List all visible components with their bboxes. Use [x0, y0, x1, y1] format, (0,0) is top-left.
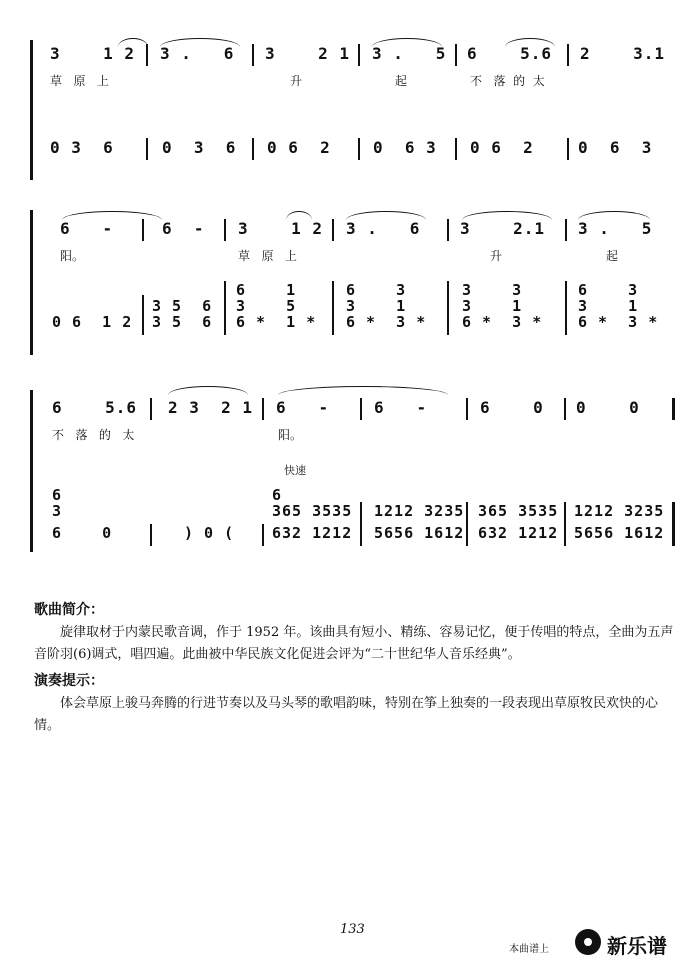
- final-barline: [672, 502, 675, 546]
- accomp-measure: 6 * 3 *: [578, 313, 659, 331]
- barline: [332, 281, 334, 335]
- accomp-measure: 0 6 1 2: [52, 313, 133, 331]
- accomp-measure: 632 1212: [478, 524, 559, 542]
- intro-text: 旋律取材于内蒙民歌音调，作于 1952 年。该曲具有短小、精练、容易记忆，便于传唱的特点，全曲为五声音阶羽(6)调式，唱四遍。此曲被中华民族文化促进会评为“二十世纪华人音乐经典”。: [34, 625, 674, 662]
- melody-measure: 3 . 6: [346, 219, 421, 238]
- lyric-text: 升: [490, 249, 503, 263]
- accomp-measure: 5656 1612: [574, 524, 665, 542]
- accomp-chord-top: 6: [52, 486, 63, 504]
- accomp-chord-mid: 3 1: [462, 297, 523, 315]
- barline: [466, 398, 468, 420]
- melody-measure: 0 0: [576, 398, 640, 417]
- accomp-measure: ) 0 (: [184, 524, 235, 542]
- melody-measure: 6 -: [276, 398, 330, 417]
- barline: [564, 398, 566, 420]
- lyric-text: 起: [606, 249, 619, 263]
- slur: [62, 211, 162, 220]
- accomp-chord-mid: 3 1: [346, 297, 407, 315]
- score-system-3: [0, 382, 700, 557]
- lyric-text: 阳。: [278, 428, 303, 442]
- melody-measure: 6 5.6: [52, 398, 138, 417]
- lyric-text: 不 落 的 太: [52, 428, 135, 442]
- accomp-chord-top: 6 3: [578, 281, 639, 299]
- lyric-text: 不 落 的 太: [470, 74, 545, 88]
- barline: [567, 44, 569, 66]
- slur: [286, 211, 312, 220]
- accomp-measure: 0 6 3: [578, 138, 653, 157]
- barline: [360, 398, 362, 420]
- slur: [372, 38, 442, 47]
- barline: [332, 219, 334, 241]
- melody-measure: 6 -: [162, 219, 205, 238]
- page-number: 133: [340, 922, 365, 937]
- melody-measure: 3 . 5: [578, 219, 653, 238]
- accomp-measure: 6 * 3 *: [462, 313, 543, 331]
- accomp-measure: 0 3 6: [50, 138, 114, 157]
- accomp-measure: 6 * 3 *: [346, 313, 427, 331]
- accomp-measure: 0 6 2: [267, 138, 331, 157]
- slur: [118, 38, 148, 47]
- melody-measure: 3 1 2: [238, 219, 324, 238]
- barline: [564, 502, 566, 546]
- barline: [224, 219, 226, 241]
- barline: [565, 281, 567, 335]
- accomp-measure: 0 3 6: [162, 138, 237, 157]
- accomp-chord-mid: 3: [52, 502, 63, 520]
- barline: [358, 138, 360, 160]
- melody-measure: 3 . 6: [160, 44, 235, 63]
- intro-heading: 歌曲简介：: [34, 602, 104, 618]
- logo-text: 新乐谱: [607, 934, 667, 958]
- barline: [146, 44, 148, 66]
- barline: [146, 138, 148, 160]
- score-system-1: [0, 30, 700, 180]
- barline: [262, 398, 264, 420]
- accomp-measure: 1212 3235: [374, 502, 465, 520]
- site-logo: [575, 927, 687, 957]
- slur: [278, 386, 448, 395]
- lyric-line: [0, 426, 700, 456]
- melody-measure: 6 -: [60, 219, 114, 238]
- melody-measure: 6 0: [480, 398, 544, 417]
- accomp-chord-mid: 3 1: [578, 297, 639, 315]
- accompaniment-line: [0, 313, 700, 343]
- melody-line: [0, 44, 700, 74]
- melody-measure: 2 3 2 1: [168, 398, 254, 417]
- barline: [447, 219, 449, 241]
- barline: [252, 44, 254, 66]
- barline: [150, 398, 152, 420]
- accomp-measure: 0 6 2: [470, 138, 534, 157]
- tempo-marking: 快速: [284, 464, 306, 477]
- accompaniment-line: [0, 138, 700, 168]
- barline: [455, 44, 457, 66]
- melody-line: [0, 219, 700, 249]
- barline: [466, 502, 468, 546]
- melody-measure: 2 3.1: [580, 44, 666, 63]
- accomp-chord-top: 6 1: [236, 281, 297, 299]
- accomp-chord-top: 3 3: [462, 281, 523, 299]
- accomp-measure: 1212 3235: [574, 502, 665, 520]
- lyric-text: 起: [395, 74, 408, 88]
- footer-note: 本曲谱上: [509, 944, 549, 955]
- lyric-line: [0, 247, 700, 277]
- slur: [462, 211, 552, 220]
- accomp-measure: 6 0: [52, 524, 113, 542]
- barline: [567, 138, 569, 160]
- disc-icon: [575, 929, 601, 955]
- lyric-text: 阳。: [60, 249, 85, 263]
- accomp-measure: 3 5 6: [152, 313, 213, 331]
- accompaniment-line: [0, 524, 700, 554]
- barline: [142, 219, 144, 241]
- lyric-text: 草 原 上: [50, 74, 109, 88]
- accomp-measure: 365 3535: [478, 502, 559, 520]
- final-barline: [672, 398, 675, 420]
- accomp-chord-top: 6 3: [346, 281, 407, 299]
- accomp-chord-mid: 3 5: [236, 297, 297, 315]
- melody-measure: 3 2 1: [265, 44, 351, 63]
- slur: [168, 386, 248, 395]
- lyric-line: [0, 72, 700, 102]
- slur: [578, 211, 650, 220]
- slur: [160, 38, 240, 47]
- barline: [565, 219, 567, 241]
- barline: [224, 281, 226, 335]
- barline: [262, 524, 264, 546]
- accomp-measure: 632 1212: [272, 524, 353, 542]
- accomp-measure: 365 3535: [272, 502, 353, 520]
- barline: [150, 524, 152, 546]
- melody-measure: 6 5.6: [467, 44, 553, 63]
- score-system-2: [0, 205, 700, 360]
- melody-measure: 3 2.1: [460, 219, 546, 238]
- melody-measure: 3 1 2: [50, 44, 136, 63]
- accomp-measure: 6 * 1 *: [236, 313, 317, 331]
- barline: [252, 138, 254, 160]
- accomp-measure: 0 6 3: [373, 138, 437, 157]
- barline: [455, 138, 457, 160]
- melody-line: [0, 398, 700, 428]
- barline: [142, 295, 144, 335]
- barline: [358, 44, 360, 66]
- melody-measure: 6 -: [374, 398, 428, 417]
- lyric-text: 升: [290, 74, 303, 88]
- melody-measure: 3 . 5: [372, 44, 447, 63]
- accomp-chord-top: 6: [272, 486, 283, 504]
- accomp-chord-mid: 3 5 6: [152, 297, 213, 315]
- accomp-measure: 5656 1612: [374, 524, 465, 542]
- barline: [447, 281, 449, 335]
- barline: [360, 502, 362, 546]
- tips-heading: 演奏提示：: [34, 673, 104, 689]
- tips-text: 体会草原上骏马奔腾的行进节奏以及马头琴的歌唱韵味，特别在筝上独奏的一段表现出草原牧民欢快的心情。: [34, 696, 659, 733]
- lyric-text: 草 原 上: [238, 249, 297, 263]
- slur: [346, 211, 426, 220]
- slur: [505, 38, 555, 47]
